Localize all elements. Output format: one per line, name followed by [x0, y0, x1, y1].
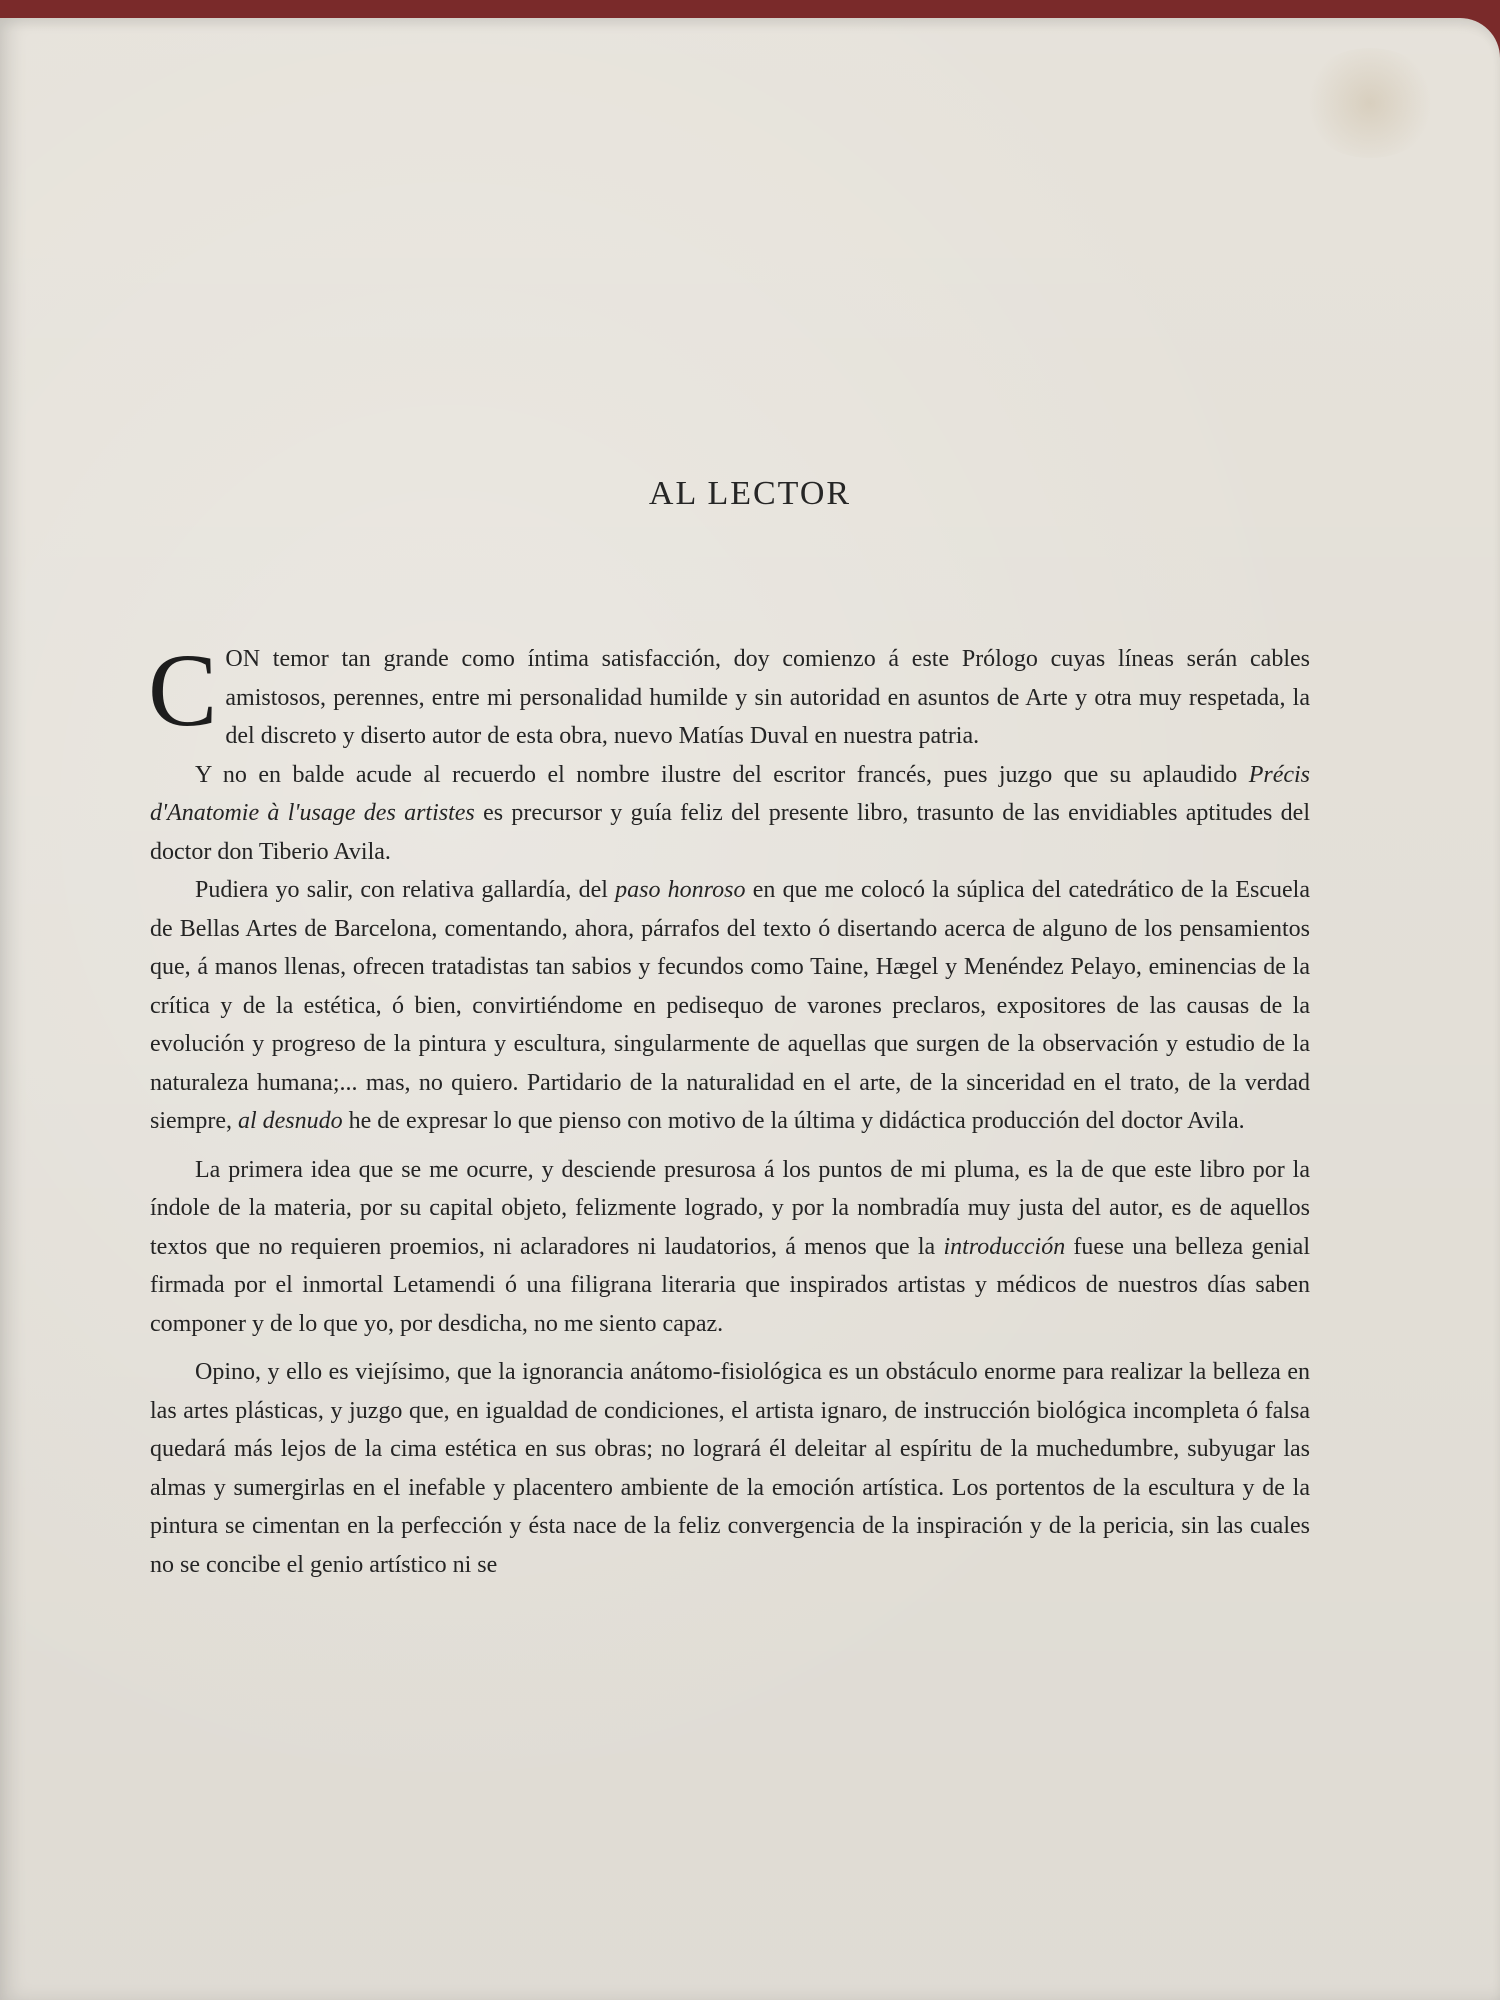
- paragraph-4-before: La primera idea que se me ocurre, y desciende presurosa á los puntos de mi pluma, es la de que este libro por la índole de la materia, por su capital objeto, felizmente logrado, y por la nombradía muy justa del autor, es de aquellos textos que no requieren proemios, ni aclaradores ni laudatorios, á menos que la: [150, 1156, 1310, 1260]
- drop-cap: C: [148, 633, 218, 748]
- paragraph-2: [150, 756, 1310, 872]
- paragraph-1-lead: ON: [225, 646, 261, 672]
- paragraph-4-italic: introducción: [943, 1233, 1066, 1260]
- paragraph-2-after: es precursor y guía feliz del presente libro, trasunto de las envidiables aptitudes del doctor don Tiberio Avila.: [150, 800, 1310, 865]
- paragraph-4: [150, 1151, 1310, 1344]
- book-page: [0, 18, 1500, 2000]
- paragraph-3-italic-2: al desnudo: [237, 1108, 343, 1134]
- paragraph-3-middle: en que me colocó la súplica del catedrático de la Escuela de Bellas Artes de Barcelona, comentando, ahora, párrafos del texto ó disertando acerca de alguno de los pensamientos que, á manos llenas, ofrecen tratadistas tan sabios y fecundos como Taine, Hægel y Menéndez Pelayo, eminencias de la crítica y de la estética, ó bien, convirtiéndome en pedisequo de varones preclaros, expositores de las causas de la evolución y progreso de la pintura y escultura, singularmente de aquellas que surgen de la observación y estudio de la naturaleza humana;... mas, no quiero. Partidario de la naturalidad en el arte, de la sinceridad en el trato, de la verdad siempre,: [150, 877, 1310, 1134]
- paragraph-2-before: Y no en balde acude al recuerdo el nombre ilustre del escritor francés, pues juzgo que su aplaudido: [195, 761, 1249, 788]
- paragraph-4-after: fuese una belleza genial firmada por el inmortal Letamendi ó una filigrana literaria que inspirados artistas y médicos de nuestros días saben componer y de lo que yo, por desdicha, no me siento capaz.: [150, 1233, 1311, 1337]
- paper-stain: [1300, 48, 1440, 158]
- page-title: AL LECTOR: [648, 475, 852, 512]
- paragraph-3-italic: paso honroso: [615, 877, 746, 903]
- paragraph-5-text: Opino, y ello es viejísimo, que la ignorancia anátomo-fisiológica es un obstáculo enorme para realizar la belleza en las artes plásticas, y juzgo que, en igualdad de condiciones, el artista ignaro, de instrucción biológica incompleta ó falsa quedará más lejos de la cima estética en sus obras; no logrará él deleitar al espíritu de la muchedumbre, subyugar las almas y sumergirlas en el inefable y placentero ambiente de la emoción artística. Los portentos de la escultura y de la pintura se cimentan en la perfección y ésta nace de la feliz convergencia de la inspiración y de la pericia, sin las cuales no se concibe el genio artístico ni se: [150, 1359, 1310, 1578]
- paragraph-1: [148, 633, 1310, 756]
- paragraph-5: [150, 1353, 1310, 1584]
- paragraph-3-before: Pudiera yo salir, con relativa gallardía, del: [195, 877, 616, 903]
- paragraph-3-after: he de expresar lo que pienso con motivo de la última y didáctica producción del doctor Avila.: [342, 1108, 1245, 1134]
- paragraph-1-text: temor tan grande como íntima satisfacción, doy comienzo á este Prólogo cuyas líneas serán cables amistosos, perennes, entre mi personalidad humilde y sin autoridad en asuntos de Arte y otra muy respetada, la del discreto y diserto autor de esta obra, nuevo Matías Duval en nuestra patria.: [225, 646, 1310, 749]
- paragraph-3: [150, 871, 1310, 1141]
- paragraph-2-italic: Précis d'Anatomie à l'usage des artistes: [150, 761, 1310, 826]
- body-text: [148, 633, 1311, 1584]
